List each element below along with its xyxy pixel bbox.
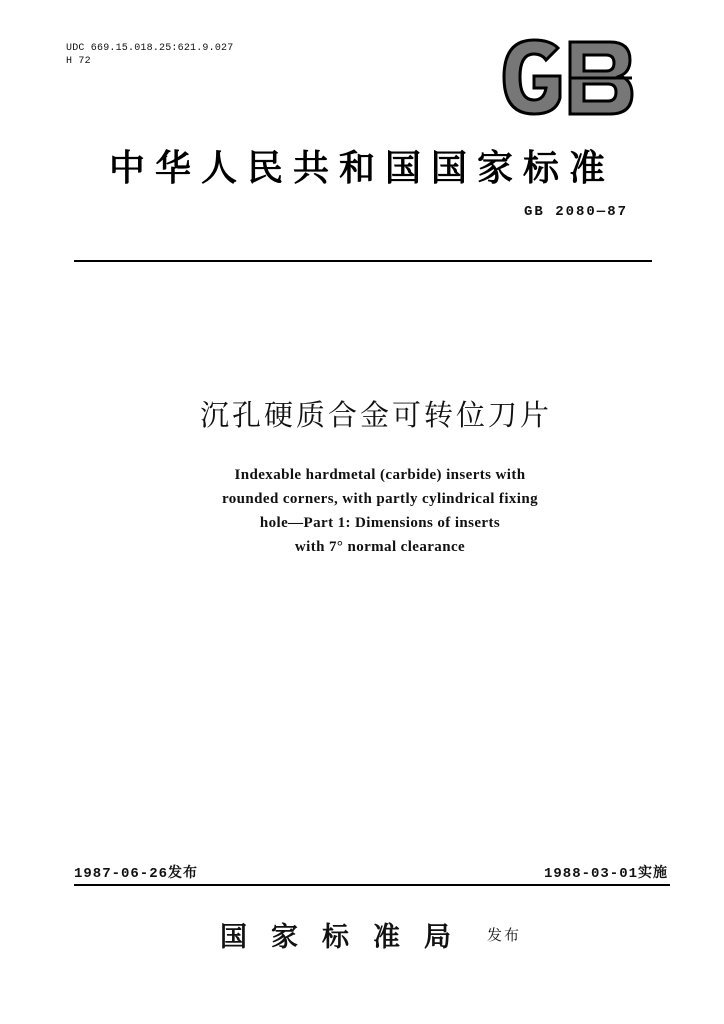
title-english-line: with 7° normal clearance <box>294 539 466 555</box>
udc-code: UDC 669.15.018.25:621.9.027 <box>66 43 234 54</box>
title-english-line: hole—Part 1: Dimensions of inserts <box>259 515 501 531</box>
class-code: H 72 <box>66 56 91 67</box>
title-english-line: rounded corners, with partly cylindrical fixing <box>221 491 539 507</box>
gb-logo <box>490 30 640 125</box>
title-english-line: Indexable hardmetal (carbide) inserts with <box>234 467 526 483</box>
gb-logo-graphic <box>490 30 640 125</box>
standard-code: GB 2080—87 <box>523 204 628 220</box>
organization-title: 中华人民共和国国家标准 <box>108 148 615 189</box>
title-english <box>160 463 600 559</box>
publish-label: 发布 <box>487 926 522 944</box>
udc-classification <box>66 42 233 68</box>
implementation-date: 1988-03-01实施 <box>543 866 668 882</box>
publisher-name: 国家标准局 <box>220 922 475 953</box>
header-divider <box>74 260 652 262</box>
issue-date: 1987-06-26发布 <box>74 866 199 882</box>
footer-divider <box>74 884 670 886</box>
title-chinese: 沉孔硬质合金可转位刀片 <box>199 398 552 432</box>
